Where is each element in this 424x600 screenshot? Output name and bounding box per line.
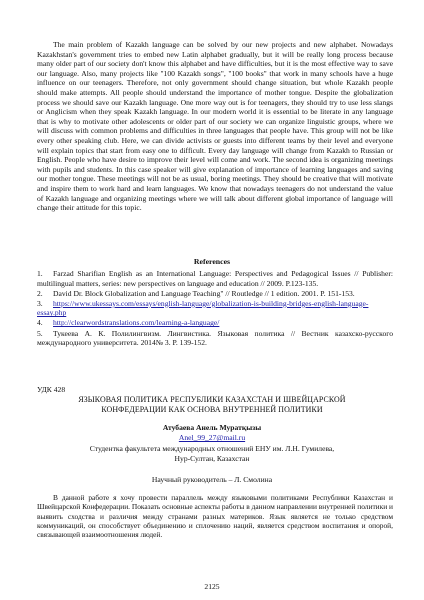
reference-number: 5. xyxy=(37,328,43,338)
supervisor-line: Научный руководитель – Л. Смолина xyxy=(151,475,273,484)
references-list xyxy=(37,269,393,348)
reference-text: Тукеева А. К. Полилингвизм. Лингвистика. Языковая политика // Вестник казахско-русского международного университета. 2014№ 3. P. 139-152. xyxy=(37,328,393,348)
reference-link[interactable]: https://www.ukessays.com/essays/english-language/globalization-is-building-bridges-english-language-essay.php xyxy=(37,298,369,318)
author-affiliation xyxy=(0,444,424,465)
affiliation-line: Нур-Султан, Казахстан xyxy=(174,454,250,464)
author-name: Атубаева Анель Муратқызы xyxy=(162,423,262,432)
article-title: ЯЗЫКОВАЯ ПОЛИТИКА РЕСПУБЛИКИ КАЗАХСТАН И ШВЕЙЦАРСКОЙ КОНФЕДЕРАЦИИ КАК ОСНОВА ВНУТРЕННЕЙ ПОЛИТИКИ xyxy=(78,395,346,414)
references-title: References xyxy=(193,257,231,266)
reference-number: 1. xyxy=(37,269,43,278)
reference-number: 2. xyxy=(37,288,43,298)
page-number: 2125 xyxy=(204,582,220,591)
abstract-paragraph: В данной работе я хочу провести параллель между языковыми политиками Республики Казахстан и Швейцарской Конфедерации. Показать основные аспекты работы в данном направлении внутренней политики и выявить сходства и различия между странами разных материков. Язык является не только средством коммуникаций, он способствует объединению и сплочению наций, является средством воспитания и опорой, связывающей взаимоотношения людей. xyxy=(37,493,393,540)
affiliation-line: Студентка факультета международных отношений ЕНУ им. Л.Н. Гумилева, xyxy=(89,444,335,453)
reference-item xyxy=(37,329,393,348)
reference-item xyxy=(37,269,393,288)
reference-item xyxy=(37,299,393,318)
reference-text: David Dr. Block Globalization and Language Teaching" // Routledge // 1 edition. 2001. P. 151-153. xyxy=(53,288,355,298)
reference-number: 3. xyxy=(37,298,43,308)
reference-number: 4. xyxy=(37,318,43,328)
reference-item xyxy=(37,289,393,299)
reference-link[interactable]: http://clearwordstranslations.com/learning-a-language/ xyxy=(53,318,220,328)
reference-text: Farzad Sharifian English as an International Language: Perspectives and Pedagogical Issues // Publisher: multilingual matters, series: new perspectives on language and education // 2009. P.123-135. xyxy=(37,269,393,288)
main-paragraph: The main problem of Kazakh language can be solved by our new projects and new alphabet. Nowadays Kazakhstan's government tries to embed new Latin alphabet gradually, but it will be really long process because many older part of our society don't know this alphabet and have difficulties, but it is the most effective way to save our language. Also, many projects like "100 Kazakh songs", "100 books" that work in many schools have a huge influence on our teenagers. Therefore, not only government should change situation, but whole Kazakh people should make attempts. All people should understand the importance of mother tongue. Despite the globalization process we should save our Kazakh language. One more way out is for teenagers, they should try to use less slangs or Anglicism when they speak Kazakh language. In our modern world it is essential to be literate in any language that is why to motivate other adolescents or older part of our society we can organize linguistic groups, where we will discuss with common problems and difficulties in three languages that people have. This group will not be like every other speaking club. Here, we can divide activists or guests into different teams by their level and everyone will explain topics that start from easy one to difficult. Every day language will change from Kazakh to Russian or English. People who have desire to improve their level will come and work. The second idea is organizing meetings with pupils and students. In this case speaker will give explanation of importance of learning languages and saving our mother tongue. These meetings will not be as usual, boring meetings. They should be creative that will motivate and inspire them to work hard and learn languages. We know that nowadays teenagers do not understand the value of Kazakh language and organizing meetings where we will talk about different global importance of language will change their attitude for this topic. xyxy=(37,40,393,213)
reference-item xyxy=(37,318,393,328)
udk-code: УДК 428 xyxy=(37,385,66,394)
author-email-link[interactable]: Anel_99_27@mail.ru xyxy=(178,433,246,442)
